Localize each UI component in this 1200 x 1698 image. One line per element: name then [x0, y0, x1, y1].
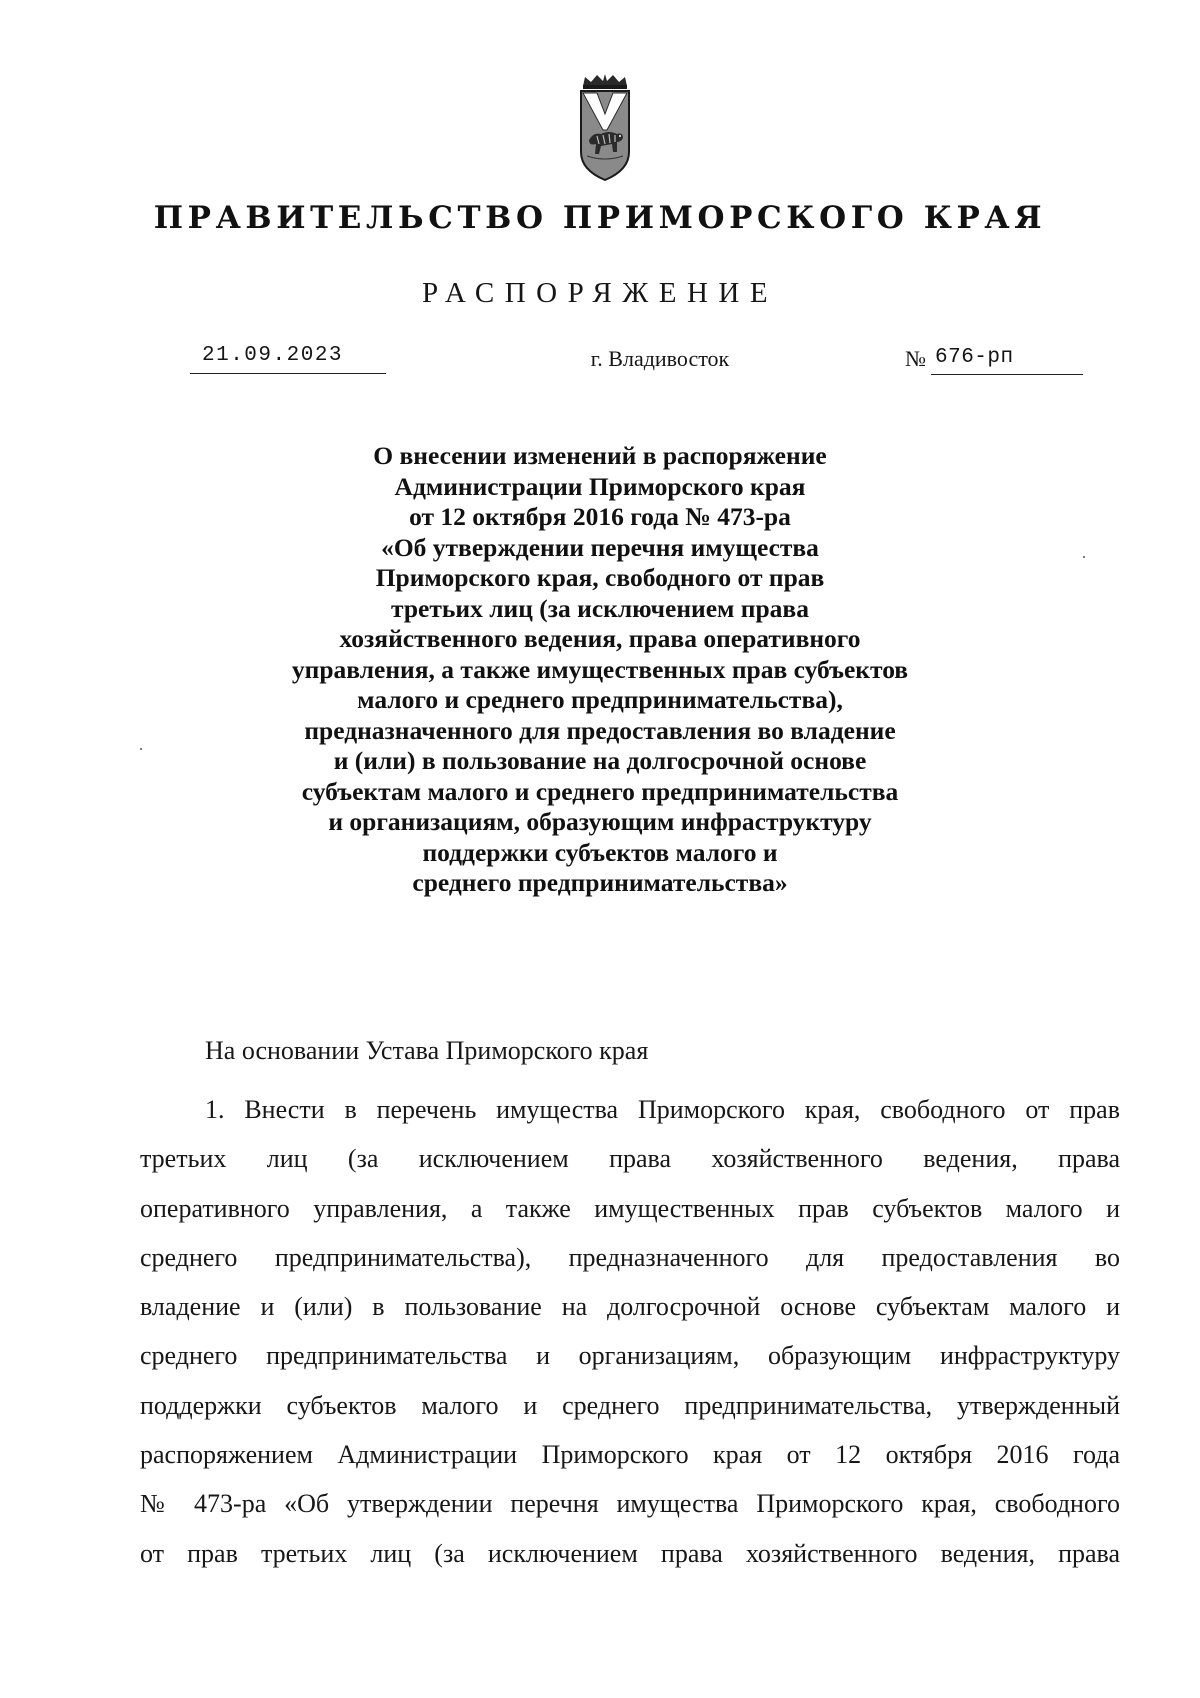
coat-of-arms-icon [575, 74, 635, 182]
heading-line: малого и среднего предпринимательства), [357, 685, 843, 714]
paragraph-line: среднего предпринимательства и организациям, образующим инфраструктуру [140, 1341, 1120, 1371]
date-field [190, 344, 386, 380]
paragraph-line: владение и (или) в пользование на долгосрочной основе субъектам малого и [140, 1292, 1120, 1322]
heading-line: третьих лиц (за исключением права [391, 593, 809, 623]
heading-line: и (или) в пользование на долгосрочной основе [333, 746, 867, 775]
document-city: г. Владивосток [590, 346, 730, 371]
scan-speck [1083, 556, 1085, 558]
heading-line: субъектам малого и среднего предпринимательства [301, 776, 899, 806]
heading-line: хозяйственного ведения, права оперативного [339, 624, 861, 653]
heading-line: «Об утверждении перечня имущества [381, 532, 819, 562]
heading-line: поддержки субъектов малого и [422, 837, 778, 867]
heading-line: среднего предпринимательства» [412, 868, 788, 897]
date-underline [190, 373, 386, 374]
document-date: 21.09.2023 [202, 344, 344, 367]
heading-line: Приморского края, свободного от прав [375, 563, 825, 592]
paragraph-line: третьих лиц (за исключением права хозяйственного ведения, права [140, 1144, 1120, 1174]
scan-speck [140, 748, 142, 750]
paragraph-line: № 473-ра «Об утверждении перечня имущества Приморского края, свободного [140, 1489, 1120, 1519]
organization-title: ПРАВИТЕЛЬСТВО ПРИМОРСКОГО КРАЯ [153, 200, 1047, 236]
paragraph-1 [140, 1085, 1120, 1578]
heading-line: Администрации Приморского края [394, 471, 806, 501]
document-number: 676-рп [935, 346, 1014, 369]
document-type: РАСПОРЯЖЕНИЕ [421, 277, 779, 309]
preamble: На основании Устава Приморского края [205, 1036, 649, 1065]
paragraph-line: поддержки субъектов малого и среднего предпринимательства, утвержденный [140, 1390, 1120, 1420]
number-sign: № [905, 346, 926, 371]
heading-line: О внесении изменений в распоряжение [373, 441, 827, 470]
heading-line: управления, а также имущественных прав субъектов [291, 654, 909, 684]
paragraph-line: оперативного управления, а также имущественных прав субъектов малого и [140, 1193, 1120, 1223]
paragraph-line: 1. Внести в перечень имущества Приморского края, свободного от прав [205, 1095, 1120, 1124]
heading-line: от 12 октября 2016 года № 473-ра [409, 502, 791, 531]
number-field [905, 344, 1083, 380]
heading-line: и организациям, образующим инфраструктуру [328, 807, 872, 836]
number-underline [931, 374, 1083, 375]
paragraph-line: распоряжением Администрации Приморского края от 12 октября 2016 года [140, 1440, 1120, 1470]
paragraph-line: от прав третьих лиц (за исключением права хозяйственного ведения, права [140, 1538, 1120, 1568]
document-heading [200, 441, 1000, 899]
heading-line: предназначенного для предоставления во владение [304, 715, 896, 745]
paragraph-line: среднего предпринимательства), предназначенного для предоставления во [140, 1242, 1120, 1272]
